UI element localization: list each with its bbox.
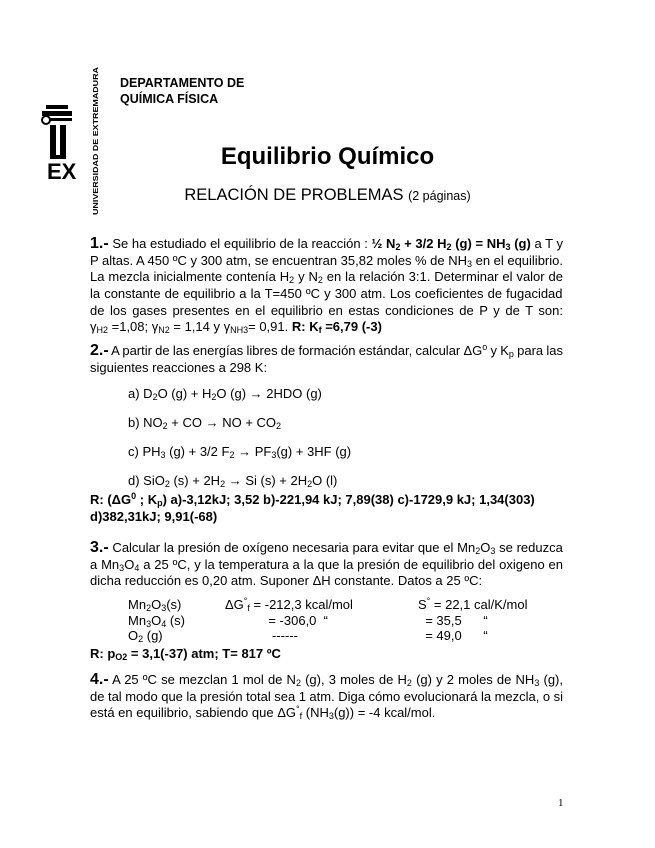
gibbs-energy-cell xyxy=(225,597,353,613)
text-run: O xyxy=(480,540,491,555)
text-run: A 25 ºC se mezclan 1 mol de N xyxy=(108,672,296,687)
text-run: d) SiO xyxy=(128,473,165,488)
entropy-cell xyxy=(418,628,488,644)
text-run: siguientes reacciones a 298 K: xyxy=(90,359,268,375)
bold-text: = 3,1(-37) atm; T= 817 ºC xyxy=(127,646,281,661)
subscript: 2 xyxy=(276,421,282,431)
text-run: la constante de equilibrio a la T=450 ºC y 300 atm. Los coeficientes de fugacidad xyxy=(90,286,563,302)
subscript: p xyxy=(508,349,514,359)
text-run: Calcular la presión de oxígeno necesaria para evitar que el Mn xyxy=(108,540,476,555)
problem-2-answer xyxy=(90,492,563,525)
subscript: 4 xyxy=(161,618,167,629)
text-run: se reduzca xyxy=(495,540,563,555)
problem-3-data-table xyxy=(128,597,548,644)
text-run: b) NO xyxy=(128,415,163,430)
subscript: 2 xyxy=(211,392,217,402)
gibbs-energy-cell xyxy=(225,613,328,629)
subscript: 3 xyxy=(534,678,540,688)
subscript: 2 xyxy=(307,479,313,489)
text-run: O (g) + H xyxy=(157,386,212,401)
problem-number: 3.- xyxy=(90,539,109,556)
text-run: (g) + 3/2 F xyxy=(165,444,230,459)
text-run: S xyxy=(418,597,427,612)
text-run: (g)) = -4 kcal/mol. xyxy=(333,705,436,721)
text-run: Mn xyxy=(128,597,147,612)
svg-text:EX: EX xyxy=(47,159,77,184)
text-line xyxy=(90,540,563,557)
subscript: 3 xyxy=(146,618,152,629)
text-line xyxy=(90,360,563,377)
entropy-cell xyxy=(418,613,488,629)
text-run: Mn xyxy=(128,612,147,628)
problem-2 xyxy=(90,343,563,376)
department-line: DEPARTAMENTO DE xyxy=(120,76,245,90)
compound-cell xyxy=(128,597,181,613)
text-run: = 22,1 cal/K/mol xyxy=(430,597,528,612)
text-line xyxy=(90,303,563,320)
text-run: = -212,3 kcal/mol xyxy=(249,597,353,612)
department-heading xyxy=(120,75,244,107)
subscript: H2 xyxy=(96,325,109,336)
text-run: O xyxy=(124,556,135,572)
text-run: c) PH xyxy=(128,444,161,459)
text-line xyxy=(90,573,563,590)
text-run: dicha reducción es 0,20 atm. Suponer ΔH constante. Datos a 25 ºC: xyxy=(90,573,483,589)
text-run: ΔG xyxy=(225,597,244,612)
subscript: 3 xyxy=(160,450,166,460)
text-run: O xyxy=(151,612,162,628)
text-run: + CO → NO + CO xyxy=(167,415,277,430)
text-run: en el equilibrio. xyxy=(472,252,563,268)
text-line xyxy=(90,269,563,286)
subscript: 2 xyxy=(317,275,323,286)
text-run: (g), 3 moles de H xyxy=(300,672,407,687)
subscript: 2 xyxy=(162,421,168,431)
superscript: ° xyxy=(243,596,248,606)
text-run: y K xyxy=(487,343,509,358)
text-run: y N xyxy=(294,269,318,285)
text-run: (g) y 2 moles de NH xyxy=(411,672,535,687)
text-line xyxy=(90,672,563,689)
text-run: ------ xyxy=(225,628,298,643)
subscript: 2 xyxy=(138,634,144,644)
text-line xyxy=(90,557,563,574)
bold-text: ½ N xyxy=(371,236,396,251)
subscript: 3 xyxy=(328,711,334,722)
text-run: a) D xyxy=(128,386,153,401)
text-run: (s) + 2H xyxy=(169,473,221,488)
problem-number: 1.- xyxy=(90,235,109,252)
text-line xyxy=(90,705,563,722)
text-run: a 25 ºC, y la temperatura a la que la presión de equilibrio del oxigeno en xyxy=(139,556,563,572)
superscript: 0 xyxy=(131,491,137,501)
text-line xyxy=(90,343,563,360)
problem-4 xyxy=(90,672,563,722)
subtitle-text: RELACIÓN DE PROBLEMAS xyxy=(184,186,404,204)
problem-number: 4.- xyxy=(90,671,109,688)
text-run: γ xyxy=(90,319,97,335)
text-run: P altas. A 450 ºC y 300 atm, se encuentran 35,82 moles % de NH xyxy=(90,252,467,268)
subscript: N2 xyxy=(158,325,170,336)
text-run: → PF xyxy=(234,444,272,459)
subscript: 2 xyxy=(220,479,226,489)
text-run: La mezcla inicialmente contenía H xyxy=(90,269,290,285)
bold-text: =6,79 (-3) xyxy=(321,319,382,335)
subscript: 3 xyxy=(161,603,167,613)
page-title: Equilibrio Químico xyxy=(220,143,435,170)
subscript: 2 xyxy=(295,678,301,688)
subscript: NH3 xyxy=(230,325,249,336)
bold-text: (g) xyxy=(510,236,531,251)
subscript: 4 xyxy=(134,562,140,573)
subscript: 3 xyxy=(505,242,511,252)
text-run: → Si (s) + 2H xyxy=(225,473,308,488)
reaction-b xyxy=(128,415,281,430)
subscript: 3 xyxy=(271,450,277,460)
bold-text: d)382,31kJ; 9,91(-68) xyxy=(90,508,218,524)
text-line xyxy=(90,689,563,706)
text-run: a Mn xyxy=(90,556,120,572)
subscript: 3 xyxy=(467,258,473,269)
text-run: = 35,5 “ xyxy=(418,612,488,628)
text-line xyxy=(90,236,563,253)
text-run: O xyxy=(128,628,139,643)
text-run: (NH xyxy=(302,705,329,721)
bold-text: R: p xyxy=(90,646,116,661)
subscript: 2 xyxy=(289,275,295,286)
subscript: 2 xyxy=(446,242,452,252)
text-run: para las xyxy=(513,343,563,358)
reaction-c xyxy=(128,444,351,459)
text-run: =1,08; γ xyxy=(108,319,159,335)
reaction-a xyxy=(128,386,322,401)
problem-3-answer xyxy=(90,646,563,663)
text-run: (g) xyxy=(143,628,163,643)
bold-text: ) a)-3,12kJ; 3,52 b)-221,94 kJ; 7,89(38) c)-1729,9 kJ; 1,34(303) xyxy=(162,492,535,507)
text-run: de tal modo que la presión total sea 1 atm. Diga cómo evolucionará la mezcla, o si xyxy=(90,688,563,704)
subscript: 2 xyxy=(229,450,235,460)
compound-cell xyxy=(128,613,185,629)
subscript: 2 xyxy=(475,546,481,556)
text-run: = 1,14 y γ xyxy=(169,319,231,335)
subscript: f xyxy=(299,711,303,722)
problem-number: 2.- xyxy=(90,342,109,359)
subscript: 2 xyxy=(152,392,158,402)
department-line: QUÍMICA FÍSICA xyxy=(120,92,219,106)
text-run: a T y xyxy=(530,236,563,251)
text-run: está en equilibrio, sabiendo que ΔG xyxy=(90,705,296,721)
reaction-d xyxy=(128,473,337,488)
text-run: O (g) → 2HDO (g) xyxy=(216,386,322,401)
text-run: Se ha estudiado el equilibrio de la reacción : xyxy=(108,236,372,251)
text-run: (g), xyxy=(539,672,563,687)
text-run: (s) xyxy=(166,597,182,612)
text-line xyxy=(90,319,563,336)
entropy-cell xyxy=(418,597,527,613)
compound-cell xyxy=(128,628,163,644)
subscript: O2 xyxy=(115,652,128,662)
problem-3 xyxy=(90,540,563,590)
superscript: o xyxy=(482,342,488,352)
subscript: 3 xyxy=(119,562,125,573)
subscript: 2 xyxy=(164,479,170,489)
superscript: ° xyxy=(296,704,300,715)
text-run: A partir de las energías libres de formación estándar, calcular ΔG xyxy=(108,343,483,358)
logo-university-text: UNIVERSIDAD DE EXTREMADURA xyxy=(93,98,100,215)
subtitle-note: (2 páginas) xyxy=(408,189,471,203)
subscript: 2 xyxy=(395,242,401,252)
text-run: = 49,0 “ xyxy=(418,628,488,643)
bold-text: ; K xyxy=(136,492,158,507)
text-run: O xyxy=(151,597,162,612)
text-run: = -306,0 “ xyxy=(225,612,328,628)
text-line xyxy=(90,646,563,663)
text-run: O (l) xyxy=(312,473,338,488)
bold-text: (g) = NH xyxy=(451,236,506,251)
page-subtitle xyxy=(0,186,655,205)
text-line xyxy=(90,286,563,303)
gibbs-energy-cell xyxy=(225,628,298,644)
text-line xyxy=(90,492,563,509)
text-line xyxy=(90,509,563,526)
superscript: ° xyxy=(426,596,431,606)
subscript: 2 xyxy=(406,678,412,688)
text-run: de los gases presentes en el equilibrio en estas condiciones de P y de T son: xyxy=(90,302,563,318)
bold-text: R: (ΔG xyxy=(90,492,132,507)
subscript: 3 xyxy=(490,546,496,556)
text-run: = 0,91. xyxy=(248,319,292,335)
text-line xyxy=(90,253,563,270)
subscript: f xyxy=(247,603,250,613)
bold-text: + 3/2 H xyxy=(400,236,447,251)
text-run: en la relación 3:1. Determinar el valor de xyxy=(322,269,563,285)
subscript: 2 xyxy=(146,603,152,613)
subscript: f xyxy=(318,325,322,336)
page-number: 1 xyxy=(558,797,564,809)
problem-1 xyxy=(90,236,563,336)
subscript: p xyxy=(157,498,163,508)
bold-text: R: K xyxy=(291,319,319,335)
text-run: (g) + 3HF (g) xyxy=(276,444,352,459)
text-run: (s) xyxy=(166,612,185,628)
